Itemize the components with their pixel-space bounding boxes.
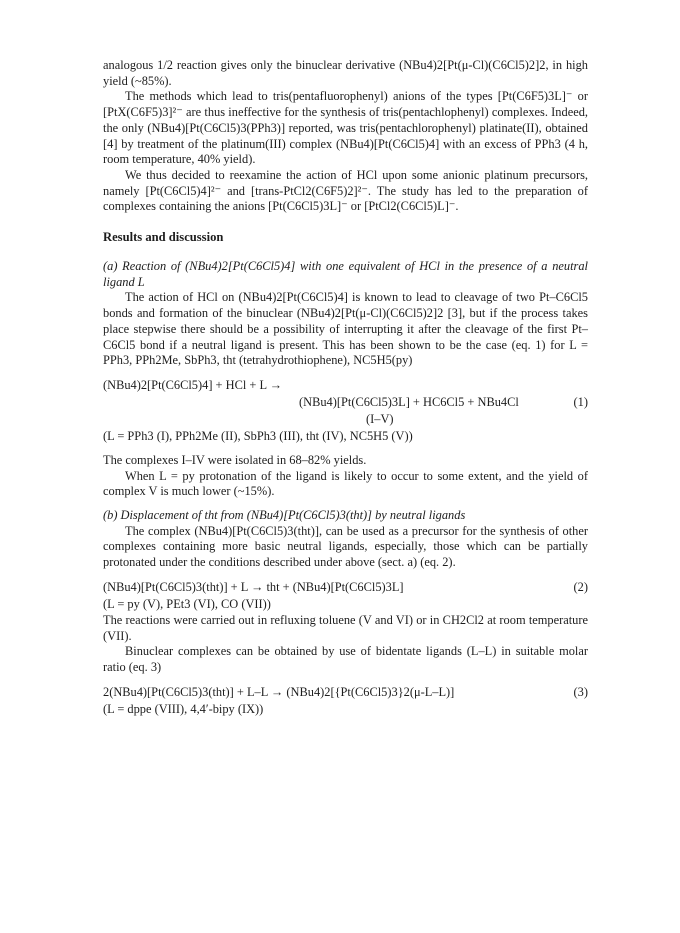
equation-3-body: 2(NBu4)[Pt(C6Cl5)3(tht)] + L–L → (NBu4)2[{Pt(C6Cl5)3}2(μ-L–L)]	[103, 684, 455, 699]
equation-2-ligands: (L = py (V), PEt3 (VI), CO (VII))	[103, 596, 271, 611]
paragraph-yields: The complexes I–IV were isolated in 68–82% yields.	[103, 452, 367, 467]
paragraph-conditions: The reactions were carried out in refluxing toluene (V and VI) or in CH2Cl2 at room temperature (VII).	[103, 612, 588, 643]
equation-3-number: (3)	[573, 684, 588, 699]
subsection-a-heading: (a) Reaction of (NBu4)2[Pt(C6Cl5)4] with one equivalent of HCl in the presence of a neutral ligand L	[103, 259, 588, 289]
equation-1-line-2	[103, 394, 588, 411]
text-column	[103, 58, 588, 718]
paragraph-binuclear: Binuclear complexes can be obtained by use of bidentate ligands (L–L) in suitable molar ratio (eq. 3)	[103, 644, 588, 674]
paragraph-hcl-action: The action of HCl on (NBu4)2[Pt(C6Cl5)4] is known to lead to cleavage of two Pt–C6Cl5 bonds and formation of the binuclear (NBu4)2[Pt(μ-Cl)(C6Cl5)2]2 [3], but if the process takes place stepwise there should be a possibility of interrupting it after the cleavage of the first Pt–C6Cl5 bond if a neutral ligand is present. This has been shown to be the case (eq. 1) for L = PPh3, PPh2Me, SbPh3, tht (tetrahydrothiophene), NC5H5(py)	[103, 290, 588, 368]
equation-1-products: (NBu4)[Pt(C6Cl5)3L] + HC6Cl5 + NBu4Cl	[299, 394, 519, 409]
paragraph-precursor: The complex (NBu4)[Pt(C6Cl5)3(tht)], can be used as a precursor for the synthesis of other complexes containing more basic neutral ligands, especially, those which can be partially protonated under the conditions described under above (sect. a) (eq. 2).	[103, 523, 588, 570]
equation-2-number: (2)	[573, 579, 588, 594]
equation-3	[103, 684, 588, 701]
equation-2	[103, 579, 588, 596]
subsection-b-heading: (b) Displacement of tht from (NBu4)[Pt(C6Cl5)3(tht)] by neutral ligands	[103, 508, 466, 523]
paragraph-continuation: analogous 1/2 reaction gives only the binuclear derivative (NBu4)2[Pt(μ-Cl)(C6Cl5)2]2, in high yield (~85%).	[103, 58, 588, 88]
equation-1-ligands: (L = PPh3 (I), PPh2Me (II), SbPh3 (III), tht (IV), NC5H5 (V))	[103, 428, 413, 443]
paragraph-reexamine: We thus decided to reexamine the action of HCl upon some anionic platinum precursors, namely [Pt(C6Cl5)4]²⁻ and [trans-PtCl2(C6F5)2]²⁻. The study has led to the preparation of complexes containing the anions [Pt(C6Cl5)3L]⁻ or [PtCl2(C6Cl5)L]⁻.	[103, 167, 588, 214]
section-heading: Results and discussion	[103, 230, 224, 245]
equation-1-line-1: (NBu4)2[Pt(C6Cl5)4] + HCl + L →	[103, 377, 283, 392]
equation-3-ligands: (L = dppe (VIII), 4,4′-bipy (IX))	[103, 701, 264, 716]
paragraph-py-protonation: When L = py protonation of the ligand is likely to occur to some extent, and the yield of complex V is much lower (~15%).	[103, 468, 588, 499]
equation-2-body: (NBu4)[Pt(C6Cl5)3(tht)] + L → tht + (NBu4)[Pt(C6Cl5)3L]	[103, 579, 404, 594]
paragraph-methods: The methods which lead to tris(pentafluorophenyl) anions of the types [Pt(C6F5)3L]⁻ or [PtX(C6F5)3]²⁻ are thus ineffective for the synthesis of tris(pentachlophenyl) complexes. Indeed, the only (NBu4)[Pt(C6Cl5)3(PPh3)] reported, was tris(pentachlorophenyl) platinate(II), obtained [4] by treatment of the platinum(III) complex (NBu4)[Pt(C6Cl5)4] with an excess of PPh3 (4 h, room temperature, 40% yield).	[103, 89, 588, 167]
equation-1-compounds: (I–V)	[366, 411, 394, 426]
equation-1-number: (1)	[573, 394, 588, 409]
